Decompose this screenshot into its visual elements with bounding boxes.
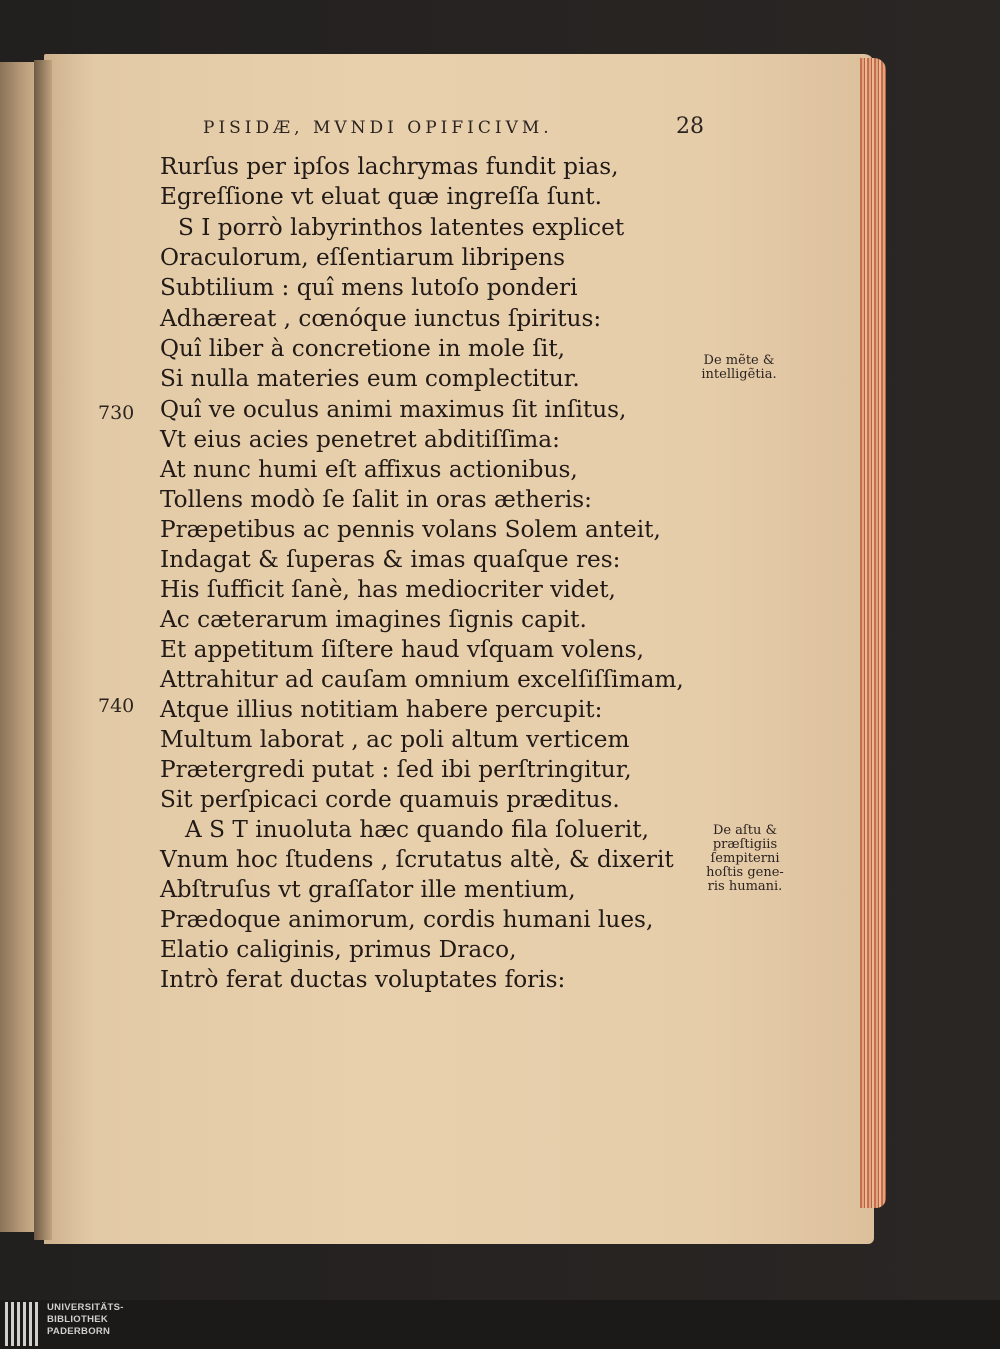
verse-line: Indagat & ſuperas & imas quaſque res: — [160, 546, 621, 573]
line-number: 740 — [98, 695, 135, 717]
verse-line: Quî ve oculus animi maximus ſit inſitus, — [160, 396, 627, 423]
verse-line: At nunc humi eſt affixus actionibus, — [160, 456, 578, 483]
library-logo-icon — [5, 1302, 41, 1346]
verse-line: Subtilium : quî mens lutoſo ponderi — [160, 274, 578, 301]
verse-line: His ſufficit ſanè, has mediocriter videt, — [160, 576, 616, 603]
verse-line: Egreſſione vt eluat quæ ingreſſa ſunt. — [160, 183, 602, 210]
verse-line: Elatio caliginis, primus Draco, — [160, 936, 517, 963]
verse-line: Si nulla materies eum complectitur. — [160, 365, 580, 392]
marginal-note — [690, 824, 800, 894]
line-number: 730 — [98, 402, 135, 424]
verse-line: Prætergredi putat : ſed ibi perſtringitur, — [160, 756, 632, 783]
marginal-note — [684, 354, 794, 382]
verse-line: Tollens modò ſe ſalit in oras ætheris: — [160, 486, 592, 513]
marginal-note-line: ris humani. — [707, 879, 783, 894]
verse-line: Quî liber à concretione in mole ſit, — [160, 335, 566, 362]
verse-line: Et appetitum ſiſtere haud vſquam volens, — [160, 636, 644, 663]
verse-line: S I porrò labyrinthos latentes explicet — [178, 214, 625, 241]
footer-bar — [0, 1300, 1000, 1349]
verse-line: Rurſus per ipſos lachrymas fundit pias, — [160, 153, 619, 180]
verse-line: Intrò ferat ductas voluptates foris: — [160, 966, 566, 993]
page-number: 28 — [676, 114, 704, 139]
verse-line: Oraculorum, eſſentiarum libripens — [160, 244, 566, 271]
page-edges — [860, 58, 886, 1208]
running-head: PISIDÆ, MVNDI OPIFICIVM. — [203, 118, 553, 138]
footer-line: UNIVERSITÄTS- — [47, 1302, 124, 1313]
marginal-note-line: hoſtis gene- — [706, 865, 784, 880]
verse-line: Vt eius acies penetret abditiſſima: — [160, 426, 560, 453]
verse-line: Attrahitur ad cauſam omnium excelſiſſimam, — [160, 666, 684, 693]
marginal-note-line: præſtigiis — [712, 837, 778, 852]
book-gutter — [34, 60, 52, 1240]
footer-line: PADERBORN — [47, 1326, 111, 1337]
verse-line: Sit perſpicaci corde quamuis præditus. — [160, 786, 620, 813]
marginal-note-line: intelligẽtia. — [701, 367, 777, 382]
marginal-note-line: ſempiterni — [710, 851, 780, 866]
verse-line: Adhæreat , cœnóque iunctus ſpiritus: — [160, 305, 602, 332]
verse-line: Multum laborat , ac poli altum verticem — [160, 726, 630, 753]
verse-line: Atque illius notitiam habere percupit: — [160, 696, 603, 723]
verse-line: Præpetibus ac pennis volans Solem anteit, — [160, 516, 661, 543]
marginal-note-line: De mẽte & — [703, 353, 775, 368]
verse-line: Abſtruſus vt graſſator ille mentium, — [160, 876, 576, 903]
verse-line: Prædoque animorum, cordis humani lues, — [160, 906, 654, 933]
verse-line: Ac cæterarum imagines ſignis capit. — [160, 606, 587, 633]
footer-line: BIBLIOTHEK — [47, 1314, 109, 1325]
marginal-note-line: De aſtu & — [712, 823, 778, 838]
verse-line: A S T inuoluta hæc quando fila ſoluerit, — [185, 816, 649, 843]
verse-line: Vnum hoc ſtudens , ſcrutatus altè, & dixerit — [160, 846, 674, 873]
